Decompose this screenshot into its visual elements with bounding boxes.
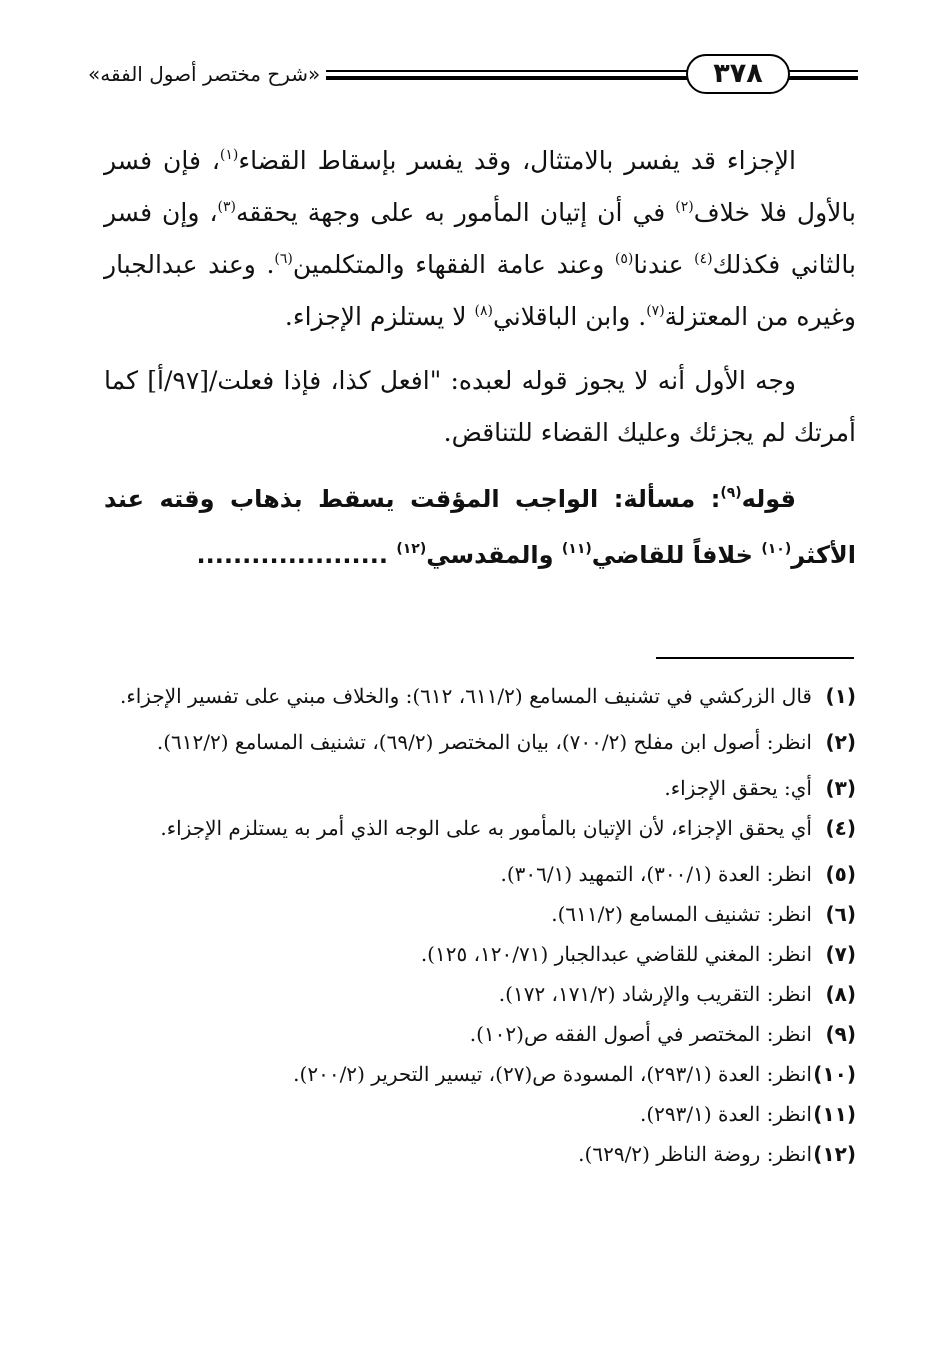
paragraph-2: وجه الأول أنه لا يجوز قوله لعبده: "افعل كذا، فإذا فعلت/[٩٧/أ] كما أمرتك لم يجزئك وعليك القضاء للتناقض.: [104, 366, 856, 447]
footnotes: [108, 676, 856, 1174]
footnote-7: (٧) انظر: المغني للقاضي عبدالجبار (١٢٠/٧١، ١٢٥).: [420, 942, 856, 966]
footnote-12: (١٢) انظر: روضة الناظر (٦٢٩/٢).: [578, 1142, 856, 1166]
footnote-2: (٢) انظر: أصول ابن مفلح (٧٠٠/٢)، بيان المختصر (٦٩/٢)، تشنيف المسامع (٦١٢/٢).: [156, 730, 856, 754]
footnote-separator: [656, 657, 854, 659]
footnote-8: (٨) انظر: التقريب والإرشاد (١٧١/٢، ١٧٢).: [498, 982, 856, 1006]
footnote-1: (١) قال الزركشي في تشنيف المسامع (٦١١/٢، ٦١٢): والخلاف مبني على تفسير الإجزاء.: [119, 684, 856, 708]
paragraph-1: الإجزاء قد يفسر بالامتثال، وقد يفسر بإسقاط القضاء$^{(١)}$، فإن فسر بالأول فلا خلاف$^{(٢)}$ في أن إتيان المأمور به على وجهة يحققه$^{(٣)}$، وإن فسر بالثاني فكذلك$^{(٤)}$ عندنا$^{(٥)}$ وعند عامة الفقهاء والمتكلمين$^{(٦)}$. وعند عبدالجبار وغيره من المعتزلة$^{(٧)}$. وابن الباقلاني$^{(٨)}$ لا يستلزم الإجزاء.: [104, 146, 857, 331]
running-title: «شرح مختصر أصول الفقه»: [88, 62, 321, 86]
footnote-4: (٤) أي يحقق الإجزاء، لأن الإتيان بالمأمور به على الوجه الذي أمر به يستلزم الإجزاء.: [160, 816, 856, 840]
footnote-9: (٩) انظر: المختصر في أصول الفقه ص(١٠٢).: [469, 1022, 856, 1046]
footnote-11: (١١) انظر: العدة (٢٩٣/١).: [640, 1102, 856, 1126]
footnote-3: (٣) أي: يحقق الإجزاء.: [664, 776, 856, 800]
header-rule-left: [326, 70, 688, 82]
main-text: [104, 135, 856, 595]
header-rule-right: [788, 70, 858, 82]
page-number: ٣٧٨: [686, 54, 790, 94]
footnote-5: (٥) انظر: العدة (٣٠٠/١)، التمهيد (٣٠٦/١).: [500, 862, 856, 886]
footnote-6: (٦) انظر: تشنيف المسامع (٦١١/٢).: [551, 902, 856, 926]
paragraph-3: قوله$^{(٩)}$: مسألة: الواجب المؤقت يسقط بذهاب وقته عند الأكثر$^{(١٠)}$ خلافاً للقاضي$^{(١١)}$ والمقدسي$^{(١٢)}$ .....................: [104, 485, 856, 569]
page-header: [88, 52, 858, 98]
footnote-10: (١٠) انظر: العدة (٢٩٣/١)، المسودة ص(٢٧)، تيسير التحرير (٢٠٠/٢).: [293, 1062, 856, 1086]
